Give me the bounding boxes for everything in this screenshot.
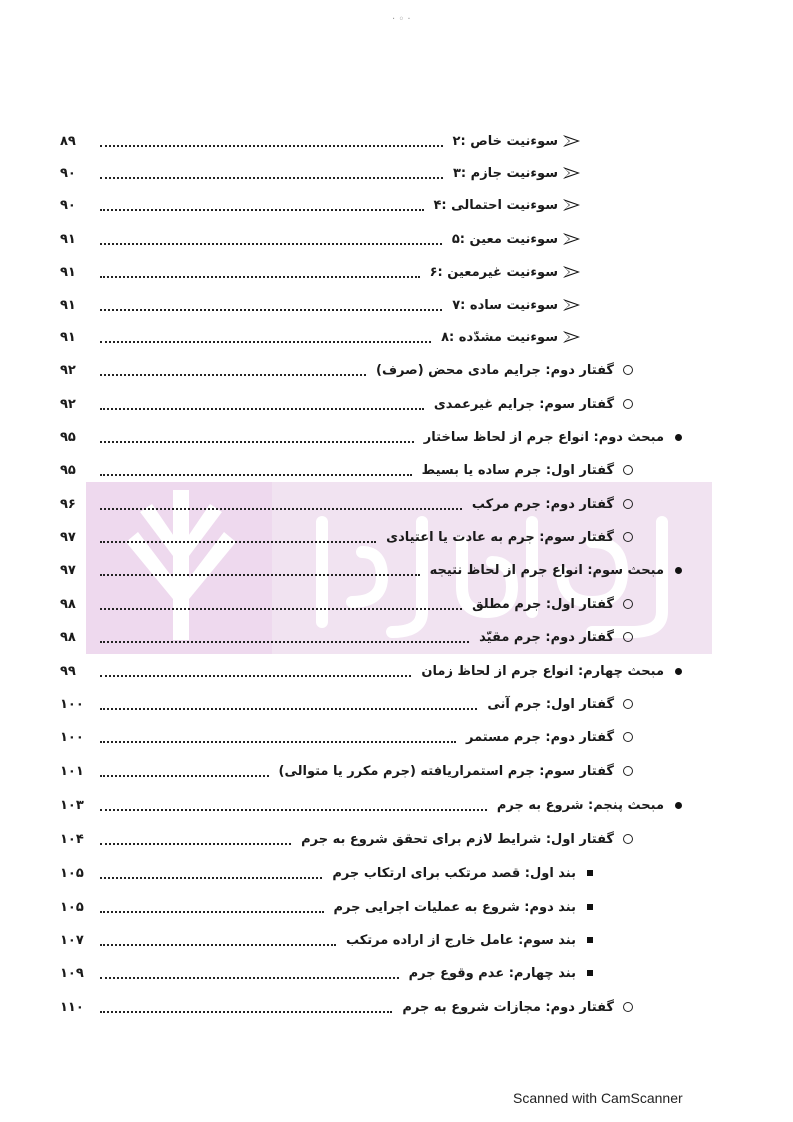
toc-entry-label: ۲: سوءنیت خاص: [452, 133, 558, 149]
hollow-circle-bullet-icon: [614, 732, 642, 742]
toc-page-number: ۹۱: [60, 329, 76, 345]
toc-entry-label: ۶: سوءنیت غیرمعین: [429, 264, 558, 280]
filled-square-bullet-icon: [576, 904, 604, 910]
toc-page-number: ۹۰: [60, 197, 76, 213]
toc-entry-goftar[interactable]: [60, 624, 642, 650]
dot-leader: [100, 1011, 392, 1013]
dot-leader: [100, 641, 469, 643]
toc-entry-label: گفتار اول: جرم مطلق: [472, 596, 614, 612]
toc-page-number: ۹۵: [60, 462, 76, 478]
arrowhead-bullet-icon: [558, 265, 586, 279]
dot-leader: [100, 741, 456, 743]
toc-entry-mabhath[interactable]: [60, 424, 692, 450]
toc-entry-label: بند اول: قصد مرتکب برای ارتکاب جرم: [332, 865, 576, 881]
toc-page-number: ۹۰: [60, 165, 76, 181]
hollow-circle-bullet-icon: [614, 365, 642, 375]
filled-dot-bullet-icon: [664, 434, 692, 441]
dot-leader: [100, 474, 412, 476]
toc-entry-item[interactable]: [60, 259, 586, 285]
dot-leader: [100, 708, 477, 710]
dot-leader: [100, 675, 411, 677]
hollow-circle-bullet-icon: [614, 499, 642, 509]
toc-page-number: ۹۶: [60, 496, 76, 512]
dot-leader: [100, 374, 366, 376]
toc-entry-label: مبحث دوم: انواع جرم از لحاظ ساختار: [423, 429, 664, 445]
hollow-circle-bullet-icon: [614, 766, 642, 776]
toc-entry-band[interactable]: [60, 894, 604, 920]
dot-leader: [100, 341, 431, 343]
filled-dot-bullet-icon: [664, 567, 692, 574]
toc-page-number: ۱۰۵: [60, 865, 84, 881]
toc-entry-label: بند چهارم: عدم وقوع جرم: [408, 965, 576, 981]
toc-page-number: ۹۷: [60, 562, 76, 578]
toc-page-number: ۱۰۵: [60, 899, 84, 915]
filled-square-bullet-icon: [576, 870, 604, 876]
toc-entry-item[interactable]: [60, 324, 586, 350]
toc-page-number: ۱۱۰: [60, 999, 84, 1015]
dot-leader: [100, 508, 462, 510]
dot-leader: [100, 608, 462, 610]
toc-entry-goftar[interactable]: [60, 391, 642, 417]
toc-entry-label: ۸: سوءنیت مشدّده: [441, 329, 558, 345]
toc-entry-label: گفتار دوم: جرم مرکب: [471, 496, 614, 512]
toc-entry-label: گفتار سوم: جرم به عادت یا اعتیادی: [386, 529, 614, 545]
arrowhead-bullet-icon: [558, 298, 586, 312]
toc-page-number: ۱۰۰: [60, 696, 84, 712]
dot-leader: [100, 441, 414, 443]
dot-leader: [100, 276, 420, 278]
toc-entry-label: بند سوم: عامل خارج از اراده مرتکب: [345, 932, 576, 948]
dot-leader: [100, 177, 443, 179]
toc-entry-label: گفتار دوم: جرایم مادی محض (صرف): [376, 362, 614, 378]
dot-leader: [100, 541, 376, 543]
hollow-circle-bullet-icon: [614, 632, 642, 642]
toc-entry-item[interactable]: [60, 160, 586, 186]
dot-leader: [100, 877, 322, 879]
toc-page-number: ۱۰۰: [60, 729, 84, 745]
toc-entry-goftar[interactable]: [60, 457, 642, 483]
toc-entry-label: بند دوم: شروع به عملیات اجرایی جرم: [333, 899, 576, 915]
filled-dot-bullet-icon: [664, 668, 692, 675]
arrowhead-bullet-icon: [558, 330, 586, 344]
toc-page-number: ۹۹: [60, 663, 76, 679]
scanner-footer: Scanned with CamScanner: [513, 1090, 683, 1106]
filled-dot-bullet-icon: [664, 802, 692, 809]
filled-square-bullet-icon: [576, 970, 604, 976]
hollow-circle-bullet-icon: [614, 834, 642, 844]
toc-entry-label: گفتار سوم: جرم استمراریافته (جرم مکرر یا متوالی): [278, 763, 614, 779]
toc-page-number: ۹۲: [60, 396, 76, 412]
toc-entry-label: مبحث چهارم: انواع جرم از لحاظ زمان: [421, 663, 664, 679]
toc-entry-label: گفتار دوم: جرم مقیّد: [479, 629, 614, 645]
toc-entry-band[interactable]: [60, 960, 604, 986]
toc-page-number: ۹۸: [60, 629, 76, 645]
toc-entry-goftar[interactable]: [60, 491, 642, 517]
arrowhead-bullet-icon: [558, 134, 586, 148]
toc-entry-mabhath[interactable]: [60, 792, 692, 818]
toc-page-number: ۱۰۷: [60, 932, 84, 948]
toc-entry-goftar[interactable]: [60, 524, 642, 550]
arrowhead-bullet-icon: [558, 198, 586, 212]
toc-entry-label: گفتار سوم: جرایم غیرعمدی: [433, 396, 614, 412]
toc-page-number: ۱۰۴: [60, 831, 84, 847]
filled-square-bullet-icon: [576, 937, 604, 943]
dot-leader: [100, 977, 399, 979]
toc-entry-goftar[interactable]: [60, 758, 642, 784]
toc-entry-label: ۳: سوءنیت جازم: [453, 165, 558, 181]
toc-page-number: ۹۷: [60, 529, 76, 545]
toc-entry-label: ۷: سوءنیت ساده: [452, 297, 558, 313]
toc-entry-label: گفتار اول: جرم آنی: [487, 696, 614, 712]
hollow-circle-bullet-icon: [614, 399, 642, 409]
toc-entry-goftar[interactable]: [60, 724, 642, 750]
dot-leader: [100, 243, 442, 245]
toc-entry-mabhath[interactable]: [60, 557, 692, 583]
toc-page-number: ۱۰۱: [60, 763, 84, 779]
dot-leader: [100, 775, 269, 777]
toc-page-number: ۱۰۳: [60, 797, 84, 813]
dot-leader: [100, 911, 324, 913]
hollow-circle-bullet-icon: [614, 1002, 642, 1012]
toc-page-number: ۹۵: [60, 429, 76, 445]
dot-leader: [100, 574, 420, 576]
toc-entry-label: ۵: سوءنیت معین: [451, 231, 558, 247]
toc-entry-item[interactable]: [60, 292, 586, 318]
toc-entry-goftar[interactable]: [60, 591, 642, 617]
toc-entry-label: گفتار اول: شرایط لازم برای تحقق شروع به جرم: [301, 831, 614, 847]
toc-page-number: ۹۱: [60, 264, 76, 280]
toc-entry-band[interactable]: [60, 927, 604, 953]
toc-entry-mabhath[interactable]: [60, 658, 692, 684]
dot-leader: [100, 809, 487, 811]
toc-page-number: ۹۲: [60, 362, 76, 378]
dot-leader: [100, 944, 336, 946]
hollow-circle-bullet-icon: [614, 599, 642, 609]
dot-leader: [100, 843, 291, 845]
arrowhead-bullet-icon: [558, 232, 586, 246]
hollow-circle-bullet-icon: [614, 699, 642, 709]
dot-leader: [100, 408, 424, 410]
toc-page-number: ۹۱: [60, 231, 76, 247]
dot-leader: [100, 309, 442, 311]
toc-entry-band[interactable]: [60, 860, 604, 886]
toc-page-number: ۸۹: [60, 133, 76, 149]
toc-entry-label: گفتار اول: جرم ساده یا بسیط: [421, 462, 614, 478]
dot-leader: [100, 145, 443, 147]
toc-page-number: ۹۸: [60, 596, 76, 612]
toc-page-number: ۹۱: [60, 297, 76, 313]
toc-entry-label: ۴: سوءنیت احتمالی: [433, 197, 558, 213]
toc-page-number: ۱۰۹: [60, 965, 84, 981]
toc-entry-goftar[interactable]: [60, 357, 642, 383]
dot-leader: [100, 209, 424, 211]
toc-entry-item[interactable]: [60, 192, 586, 218]
toc-entry-goftar[interactable]: [60, 826, 642, 852]
hollow-circle-bullet-icon: [614, 532, 642, 542]
arrowhead-bullet-icon: [558, 166, 586, 180]
toc-entry-goftar[interactable]: [60, 691, 642, 717]
toc-entry-goftar[interactable]: [60, 994, 642, 1020]
hollow-circle-bullet-icon: [614, 465, 642, 475]
toc-entry-item[interactable]: [60, 226, 586, 252]
toc-entry-label: مبحث سوم: انواع جرم از لحاظ نتیجه: [429, 562, 664, 578]
toc-entry-item[interactable]: [60, 128, 586, 154]
scan-marks: · ◦ ·: [392, 14, 411, 25]
toc-entry-label: مبحث پنجم: شروع به جرم: [496, 797, 664, 813]
toc-entry-label: گفتار دوم: مجازات شروع به جرم: [402, 999, 614, 1015]
toc-entry-label: گفتار دوم: جرم مستمر: [465, 729, 614, 745]
